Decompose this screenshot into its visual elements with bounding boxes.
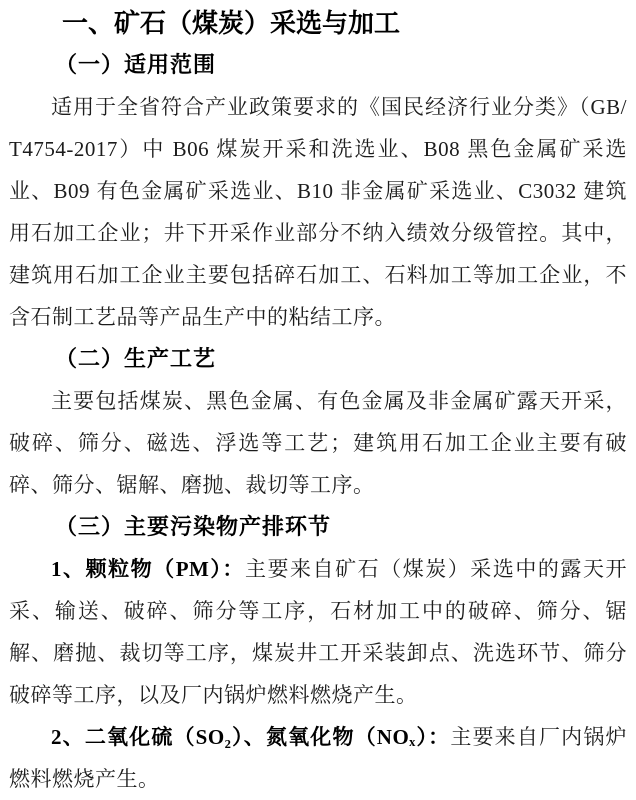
document-title: 一、矿石（煤炭）采选与加工: [62, 8, 401, 38]
pollutant-item-so2-nox: [9, 716, 627, 800]
pollutant-item-pm: [9, 548, 627, 716]
pollutant-item-pm-text: 主要来自矿石（煤炭）采选中的露天开采、输送、破碎、筛分等工序，石材加工中的破碎、筛分、锯解、磨抛、裁切等工序，煤炭井工开采装卸点、洗选环节、筛分破碎等工序，以及厂内锅炉燃料燃烧产生。: [9, 557, 627, 707]
section-3-heading: （三）主要污染物产排环节: [55, 514, 332, 539]
section-1-heading: （一）适用范围: [55, 52, 217, 77]
section-2-paragraph: 主要包括煤炭、黑色金属、有色金属及非金属矿露天开采，破碎、筛分、磁选、浮选等工艺；建筑用石加工企业主要有破碎、筛分、锯解、磨抛、裁切等工序。: [9, 389, 627, 497]
pollutant-item-so2-nox-lead: 2、二氧化硫（SO₂）、氮氧化物（NOₓ）：: [51, 725, 451, 749]
pollutant-item-so2-nox-text: 主要来自厂内锅炉燃料燃烧产生。: [9, 725, 627, 791]
pollutant-item-pm-lead: 1、颗粒物（PM）：: [51, 557, 245, 581]
section-1-paragraph: 适用于全省符合产业政策要求的《国民经济行业分类》（GB/T4754-2017）中 B06 煤炭开采和洗选业、B08 黑色金属矿采选业、B09 有色金属矿采选业、B10 非金属矿采选业、C3032 建筑用石加工企业；井下开采作业部分不纳入绩效分级管控。其中，建筑用石加工企业主要包括碎石加工、石料加工等加工企业，不含石制工艺品等产品生产中的粘结工序。: [9, 95, 627, 329]
section-2-heading: （二）生产工艺: [55, 346, 217, 371]
